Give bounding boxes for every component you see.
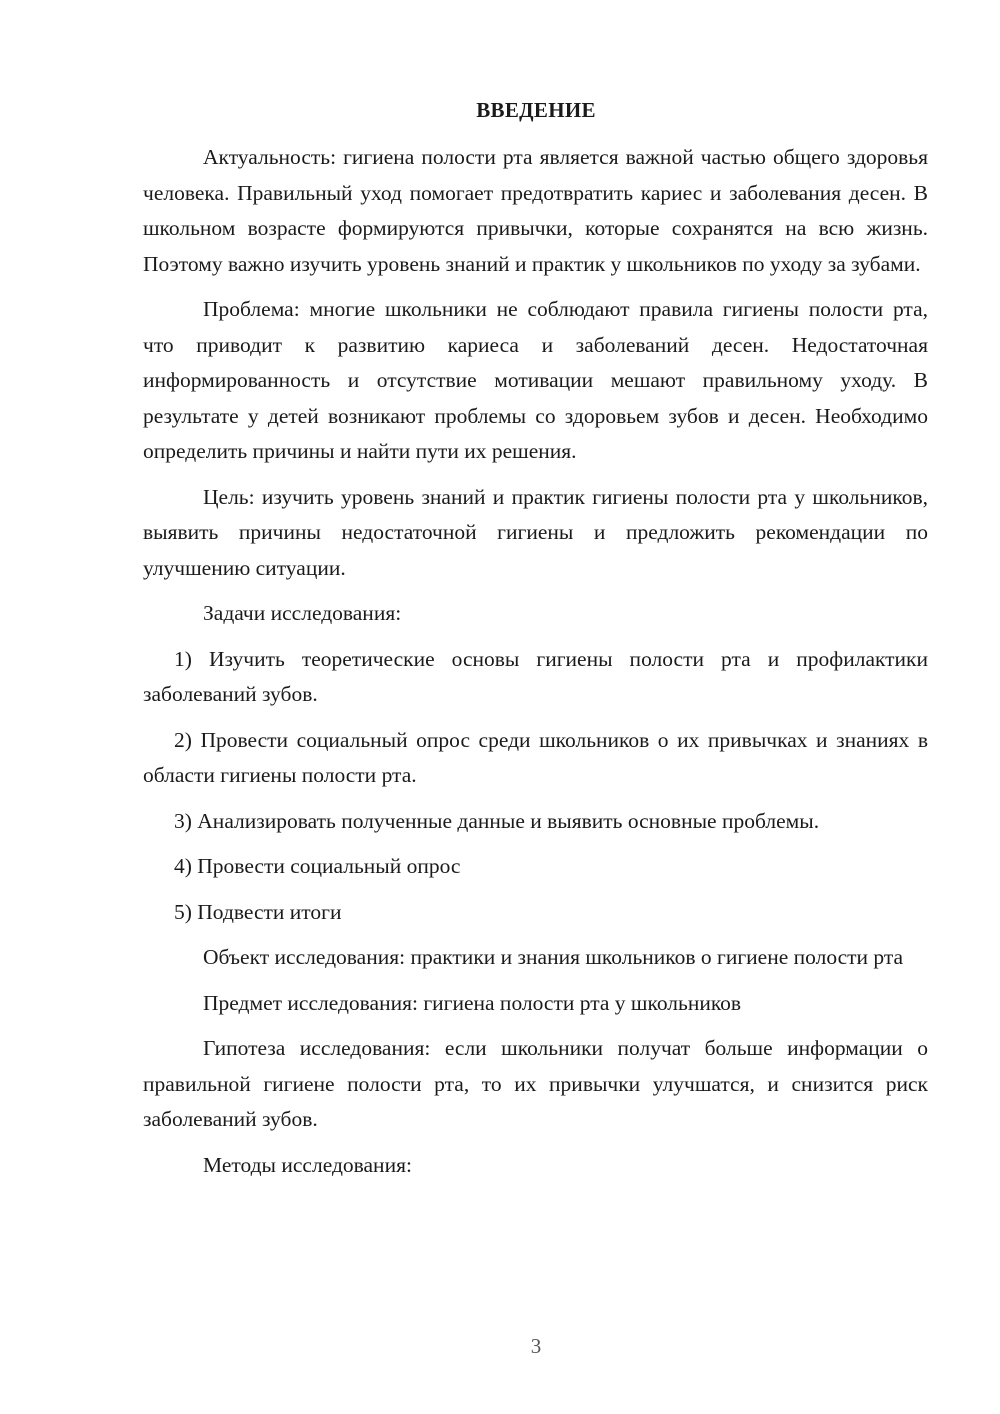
task-item-1: 1) Изучить теоретические основы гигиены полости рта и профилактики заболеваний зубов.: [143, 646, 928, 706]
object-paragraph: Объект исследования: практики и знания школьников о гигиене полости рта: [203, 945, 904, 969]
relevance-paragraph: Актуальность: гигиена полости рта является важной частью общего здоровья человека. Правильный уход помогает предотвратить кариес и заболевания десен. В школьном возрасте формируются привычки, которые сохранятся на всю жизнь. Поэтому важно изучить уровень знаний и практик у школьников по уходу за зубами.: [143, 145, 928, 276]
page-number: 3: [530, 1334, 542, 1358]
section-title: ВВЕДЕНИЕ: [476, 98, 596, 122]
goal-paragraph: Цель: изучить уровень знаний и практик гигиены полости рта у школьников, выявить причины недостаточной гигиены и предложить рекомендации по улучшению ситуации.: [143, 484, 928, 580]
problem-paragraph: Проблема: многие школьники не соблюдают правила гигиены полости рта, что приводит к развитию кариеса и заболеваний десен. Недостаточная информированность и отсутствие мотивации мешают правильному уходу. В результате у детей возникают проблемы со здоровьем зубов и десен. Необходимо определить причины и найти пути их решения.: [143, 297, 928, 463]
task-item-2: 2) Провести социальный опрос среди школьников о их привычках и знаниях в области гигиены полости рта.: [143, 727, 928, 787]
task-item-4: 4) Провести социальный опрос: [174, 854, 461, 878]
tasks-heading: Задачи исследования:: [203, 601, 402, 625]
body-text: [143, 140, 928, 1193]
methods-heading: Методы исследования:: [203, 1152, 412, 1177]
task-item-5: 5) Подвести итоги: [174, 899, 342, 924]
task-item-3: 3) Анализировать полученные данные и выявить основные проблемы.: [174, 808, 820, 833]
hypothesis-paragraph: Гипотеза исследования: если школьники получат больше информации о правильной гигиене полости рта, то их привычки улучшатся, и снизится риск заболеваний зубов.: [143, 1036, 928, 1131]
subject-paragraph: Предмет исследования: гигиена полости рта у школьников: [203, 990, 742, 1015]
